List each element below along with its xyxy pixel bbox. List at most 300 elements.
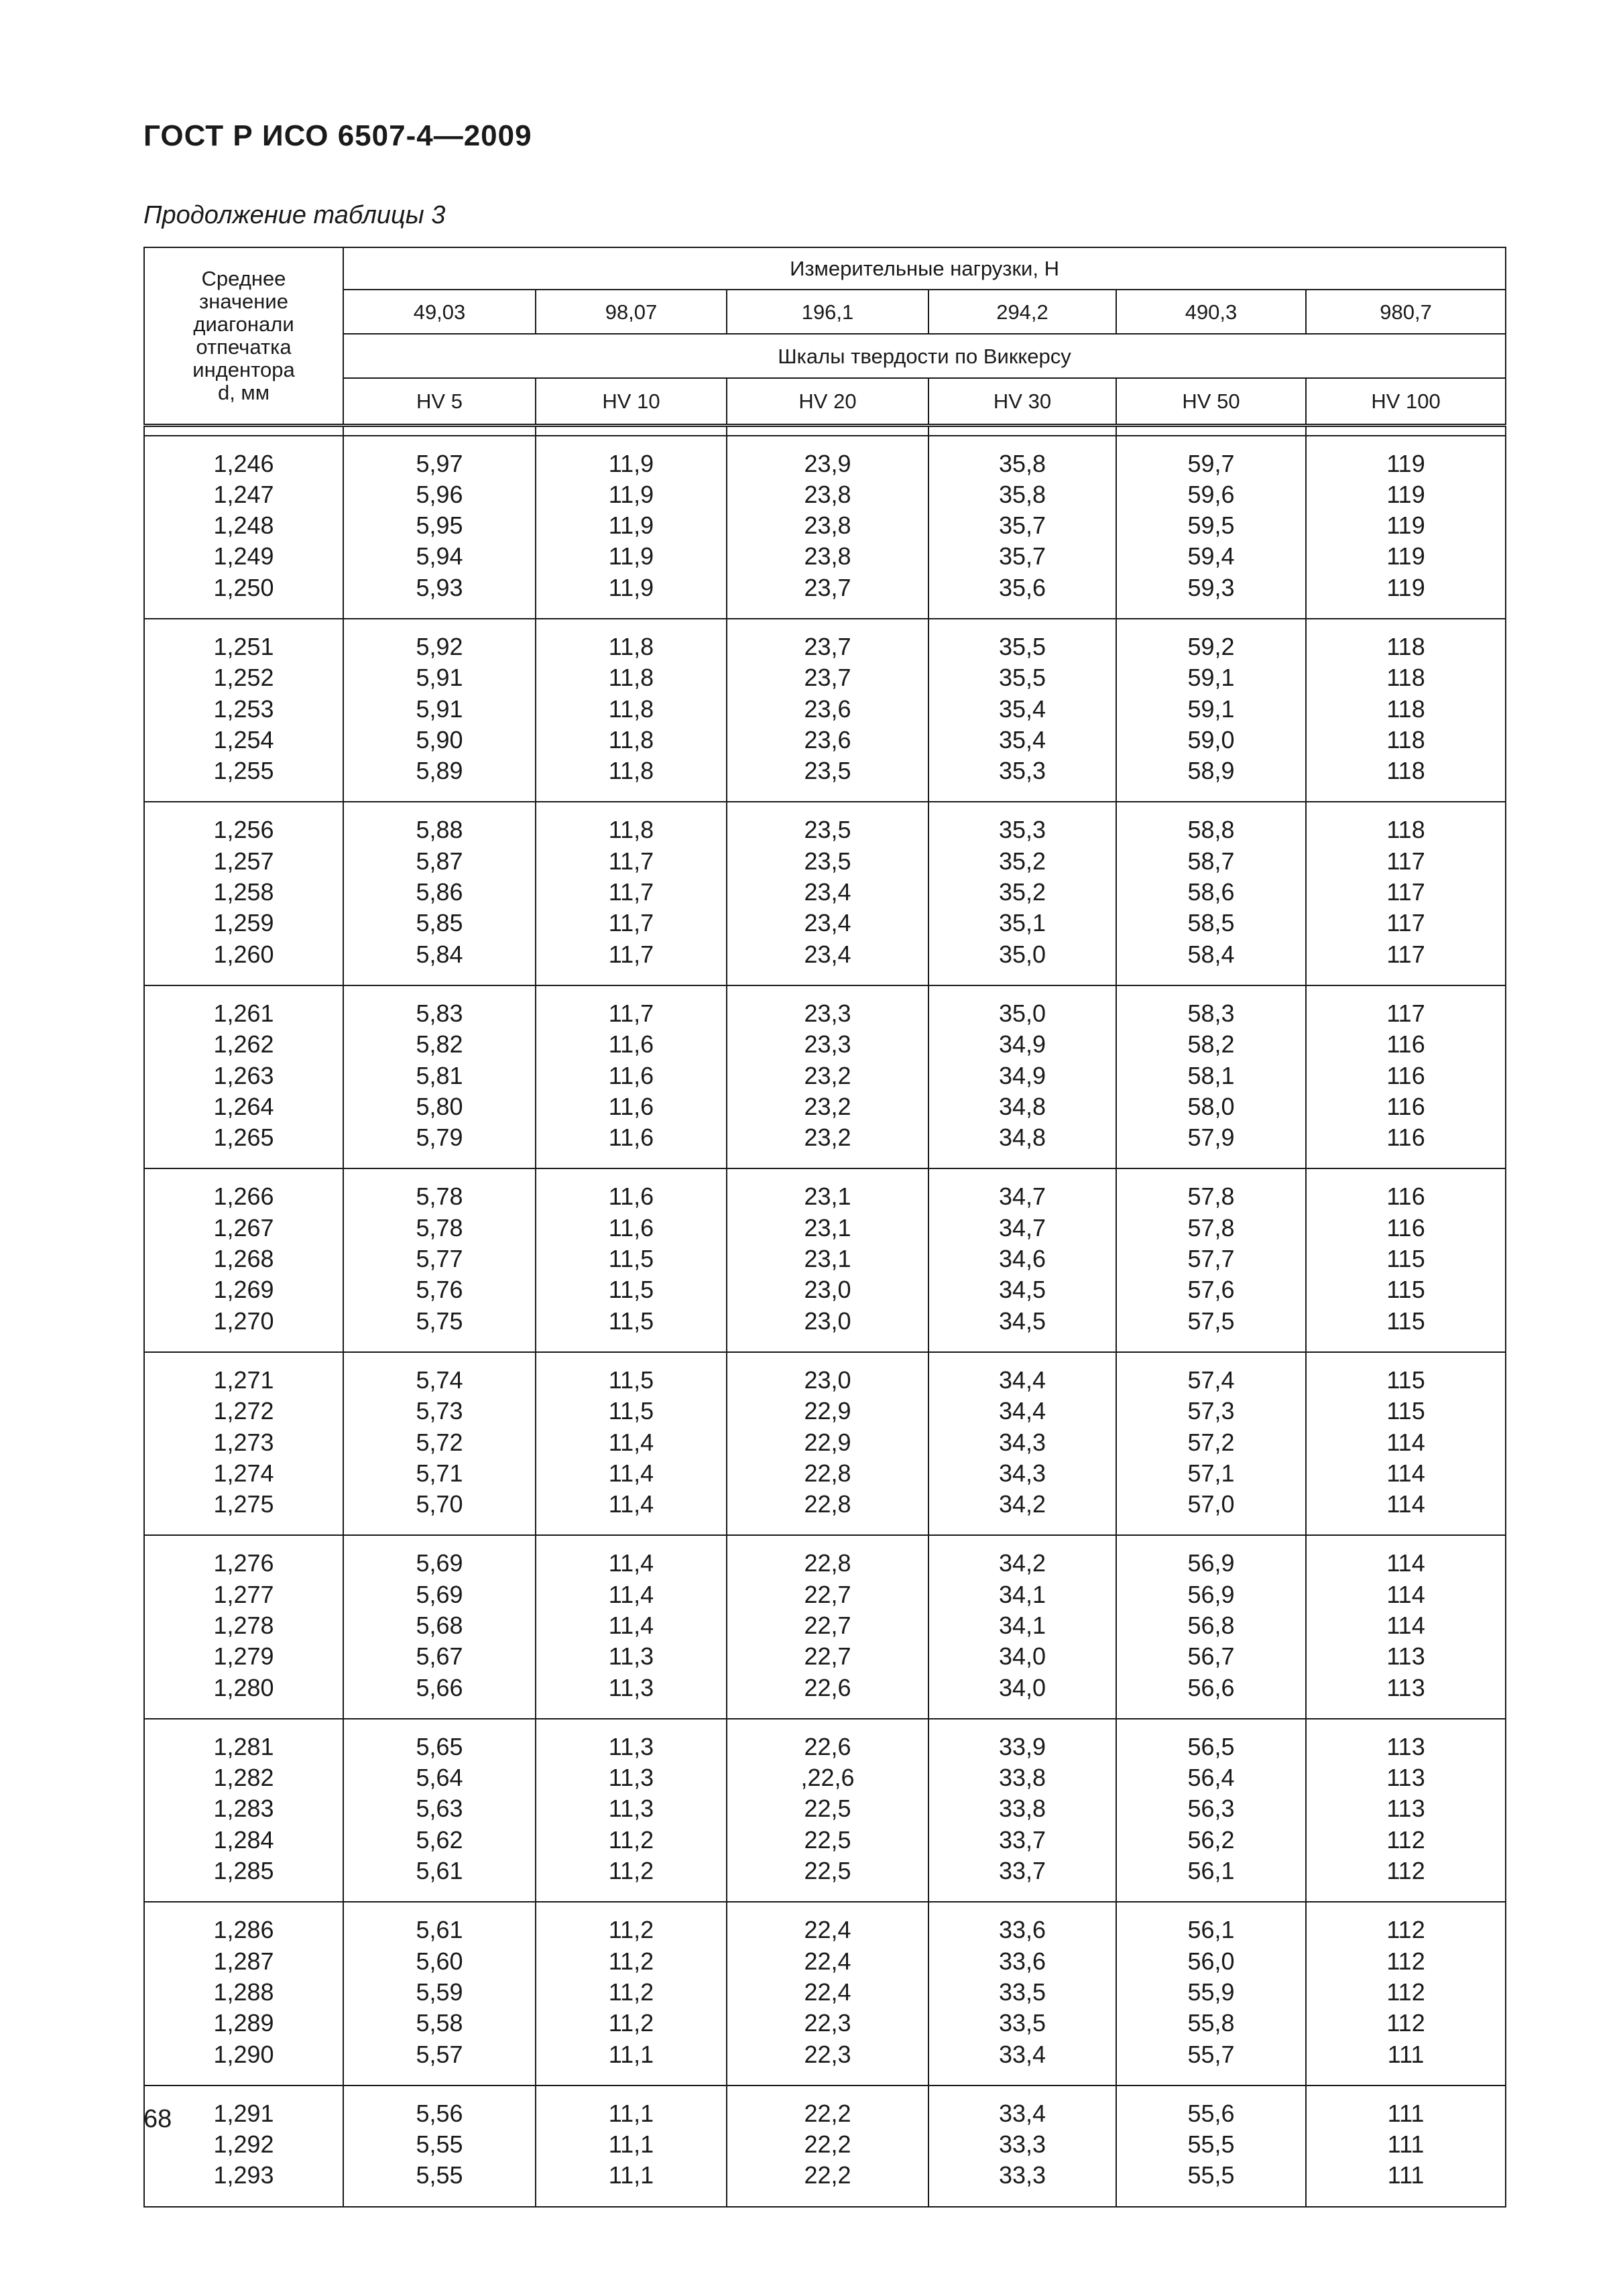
hardness-value: 119 bbox=[1386, 511, 1425, 540]
diagonal-value: 1,256 bbox=[213, 816, 274, 844]
hardness-value: 56,5 bbox=[1187, 1732, 1235, 1760]
hardness-value: 5,55 bbox=[416, 2161, 463, 2189]
hardness-value: 56,4 bbox=[1187, 1764, 1235, 1792]
hardness-value: 11,2 bbox=[608, 1947, 654, 1975]
hardness-value: 115 bbox=[1386, 1397, 1425, 1425]
scale-label-cell: HV 10 bbox=[536, 378, 727, 425]
hardness-value: 11,8 bbox=[608, 664, 654, 692]
hardness-value: 55,6 bbox=[1187, 2099, 1235, 2127]
hardness-value: 5,55 bbox=[416, 2130, 463, 2159]
diagonal-value: 1,246 bbox=[213, 449, 274, 477]
hardness-value: 34,5 bbox=[998, 1307, 1046, 1335]
diagonal-value: 1,289 bbox=[213, 2009, 274, 2037]
hardness-value: 22,2 bbox=[804, 2130, 851, 2159]
diagonal-value: 1,263 bbox=[213, 1061, 274, 1089]
hardness-value: 22,2 bbox=[804, 2099, 851, 2127]
hardness-value: 5,76 bbox=[416, 1276, 463, 1304]
diagonal-value: 1,267 bbox=[213, 1213, 274, 1242]
hardness-value: 59,3 bbox=[1187, 573, 1235, 601]
hardness-cell bbox=[343, 2086, 536, 2207]
diagonal-value: 1,290 bbox=[213, 2040, 274, 2068]
hardness-value: 5,88 bbox=[416, 816, 463, 844]
hardness-value: 23,0 bbox=[804, 1276, 851, 1304]
hardness-value: 23,0 bbox=[804, 1366, 851, 1394]
hardness-value: 33,8 bbox=[998, 1795, 1046, 1823]
diagonal-value: 1,273 bbox=[213, 1428, 274, 1456]
hardness-cell bbox=[1306, 1352, 1506, 1535]
hardness-value: 112 bbox=[1386, 1916, 1425, 1944]
hardness-value: 5,66 bbox=[416, 1673, 463, 1701]
table-row bbox=[144, 1535, 1506, 1718]
hardness-value: 59,5 bbox=[1187, 511, 1235, 540]
table-row bbox=[144, 436, 1506, 619]
document-title: ГОСТ Р ИСО 6507-4—2009 bbox=[143, 119, 532, 152]
hardness-value: 35,7 bbox=[998, 542, 1046, 570]
diagonal-value: 1,259 bbox=[213, 909, 274, 937]
hardness-cell bbox=[727, 1719, 928, 1902]
table-row bbox=[144, 1168, 1506, 1351]
hardness-value: 5,84 bbox=[416, 940, 463, 968]
hardness-value: 11,7 bbox=[608, 878, 654, 906]
hardness-value: 34,4 bbox=[998, 1397, 1046, 1425]
hardness-cell bbox=[1306, 1168, 1506, 1351]
hardness-value: 23,0 bbox=[804, 1307, 851, 1335]
hardness-value: 116 bbox=[1386, 1213, 1425, 1242]
hardness-value: 111 bbox=[1387, 2099, 1425, 2127]
hardness-value: 5,71 bbox=[416, 1459, 463, 1487]
hardness-value: 22,7 bbox=[804, 1612, 851, 1639]
hardness-value: 118 bbox=[1386, 664, 1425, 692]
hardness-value: 112 bbox=[1386, 1857, 1425, 1885]
hardness-value: 58,1 bbox=[1187, 1061, 1235, 1089]
hardness-value: 58,4 bbox=[1187, 940, 1235, 968]
hardness-cell bbox=[727, 619, 928, 802]
hardness-value: 33,9 bbox=[998, 1732, 1046, 1760]
hardness-value: 115 bbox=[1386, 1366, 1425, 1394]
hardness-value: 23,4 bbox=[804, 940, 851, 968]
hardness-value: 5,63 bbox=[416, 1795, 463, 1823]
hardness-value: 11,3 bbox=[608, 1732, 654, 1760]
load-value-cell: 490,3 bbox=[1116, 290, 1306, 334]
hardness-value: 22,5 bbox=[804, 1825, 851, 1854]
hardness-value: 22,8 bbox=[804, 1459, 851, 1487]
row-group bbox=[144, 619, 1506, 802]
diagonal-value: 1,249 bbox=[213, 542, 274, 570]
hardness-value: 23,5 bbox=[804, 757, 851, 785]
hardness-value: 59,2 bbox=[1187, 632, 1235, 660]
hardness-value: 11,1 bbox=[608, 2040, 654, 2068]
diagonal-cell bbox=[144, 985, 343, 1168]
diagonal-value: 1,285 bbox=[213, 1857, 274, 1885]
scale-label-cell: HV 20 bbox=[727, 378, 928, 425]
hardness-value: 11,1 bbox=[608, 2130, 654, 2159]
hardness-value: 55,5 bbox=[1187, 2161, 1235, 2189]
hardness-value: 22,9 bbox=[804, 1428, 851, 1456]
hardness-value: 112 bbox=[1386, 1947, 1425, 1975]
hardness-cell bbox=[928, 985, 1116, 1168]
hardness-value: 114 bbox=[1386, 1428, 1425, 1456]
hardness-value: 59,1 bbox=[1187, 664, 1235, 692]
diagonal-value: 1,257 bbox=[213, 847, 274, 875]
hardness-value: 58,6 bbox=[1187, 878, 1235, 906]
hardness-value: 34,2 bbox=[998, 1549, 1046, 1577]
diagonal-value: 1,254 bbox=[213, 725, 274, 753]
hardness-value: 57,3 bbox=[1187, 1397, 1235, 1425]
hardness-value: 11,7 bbox=[608, 909, 654, 937]
scale-label-cell: HV 100 bbox=[1306, 378, 1506, 425]
hardness-value: 23,8 bbox=[804, 542, 851, 570]
hardness-value: 33,7 bbox=[998, 1825, 1046, 1854]
hardness-value: 11,9 bbox=[608, 542, 654, 570]
diagonal-value: 1,262 bbox=[213, 1030, 274, 1059]
hardness-cell bbox=[928, 1902, 1116, 2085]
diagonal-value: 1,283 bbox=[213, 1795, 274, 1823]
hardness-value: 114 bbox=[1386, 1580, 1425, 1608]
hardness-value: 23,5 bbox=[804, 847, 851, 875]
hardness-value: 117 bbox=[1386, 878, 1425, 906]
hardness-value: 5,81 bbox=[416, 1061, 463, 1089]
diagonal-value: 1,260 bbox=[213, 940, 274, 968]
hardness-cell bbox=[1116, 1535, 1306, 1718]
hardness-value: 22,9 bbox=[804, 1397, 851, 1425]
hardness-value: 56,9 bbox=[1187, 1549, 1235, 1577]
diagonal-cell bbox=[144, 1535, 343, 1718]
hardness-cell bbox=[343, 802, 536, 985]
hardness-value: 5,72 bbox=[416, 1428, 463, 1456]
hardness-value: 5,69 bbox=[416, 1549, 463, 1577]
hardness-value: 11,1 bbox=[608, 2161, 654, 2189]
hardness-value: 23,5 bbox=[804, 816, 851, 844]
hardness-value: 11,4 bbox=[608, 1612, 654, 1639]
hardness-cell bbox=[536, 1535, 727, 1718]
diagonal-value: 1,279 bbox=[213, 1642, 274, 1671]
diagonal-value: 1,272 bbox=[213, 1397, 274, 1425]
hardness-value: 11,2 bbox=[608, 1857, 654, 1885]
hardness-value: 22,8 bbox=[804, 1549, 851, 1577]
hardness-value: 35,4 bbox=[998, 694, 1046, 723]
hardness-value: 5,68 bbox=[416, 1612, 463, 1639]
hardness-value: 11,7 bbox=[608, 940, 654, 968]
hardness-value: 57,5 bbox=[1187, 1307, 1235, 1335]
hardness-value: 57,6 bbox=[1187, 1276, 1235, 1304]
hardness-value: 56,1 bbox=[1187, 1857, 1235, 1885]
hardness-value: 56,3 bbox=[1187, 1795, 1235, 1823]
diagonal-value: 1,266 bbox=[213, 1183, 274, 1211]
hardness-value: 5,80 bbox=[416, 1092, 463, 1120]
hardness-value: 22,6 bbox=[804, 1673, 851, 1701]
hardness-cell bbox=[343, 1719, 536, 1902]
hardness-value: 23,2 bbox=[804, 1061, 851, 1089]
hardness-value: 22,5 bbox=[804, 1857, 851, 1885]
diagonal-value: 1,265 bbox=[213, 1124, 274, 1152]
hardness-cell bbox=[928, 2086, 1116, 2207]
hardness-value: 5,78 bbox=[416, 1183, 463, 1211]
hardness-value: 11,5 bbox=[608, 1366, 654, 1394]
hardness-value: 23,2 bbox=[804, 1124, 851, 1152]
diagonal-value: 1,291 bbox=[213, 2099, 274, 2127]
hardness-value: 119 bbox=[1386, 480, 1425, 508]
hardness-cell bbox=[727, 802, 928, 985]
hardness-value: 22,8 bbox=[804, 1490, 851, 1518]
hardness-value: 59,6 bbox=[1187, 480, 1235, 508]
diagonal-cell bbox=[144, 619, 343, 802]
hardness-value: 56,8 bbox=[1187, 1612, 1235, 1639]
hardness-cell bbox=[343, 1535, 536, 1718]
hardness-cell bbox=[343, 436, 536, 619]
diagonal-value: 1,250 bbox=[213, 573, 274, 601]
hardness-value: 118 bbox=[1386, 694, 1425, 723]
hardness-value: 5,74 bbox=[416, 1366, 463, 1394]
hardness-value: 33,6 bbox=[998, 1947, 1046, 1975]
hardness-value: 5,67 bbox=[416, 1642, 463, 1671]
hardness-value: 56,2 bbox=[1187, 1825, 1235, 1854]
hardness-value: 5,61 bbox=[416, 1916, 463, 1944]
hardness-value: 11,3 bbox=[608, 1795, 654, 1823]
hardness-value: 116 bbox=[1386, 1061, 1425, 1089]
hardness-value: 58,3 bbox=[1187, 999, 1235, 1027]
hardness-value: ,22,6 bbox=[800, 1764, 855, 1792]
hardness-cell bbox=[343, 985, 536, 1168]
hardness-value: 57,2 bbox=[1187, 1428, 1235, 1456]
hardness-value: 58,0 bbox=[1187, 1092, 1235, 1120]
diagonal-value: 1,269 bbox=[213, 1276, 274, 1304]
diagonal-value: 1,271 bbox=[213, 1366, 274, 1394]
diagonal-value: 1,287 bbox=[213, 1947, 274, 1975]
diagonal-value: 1,268 bbox=[213, 1245, 274, 1273]
hardness-value: 57,7 bbox=[1187, 1245, 1235, 1273]
diagonal-value: 1,281 bbox=[213, 1732, 274, 1760]
hardness-value: 11,5 bbox=[608, 1397, 654, 1425]
hardness-value: 22,5 bbox=[804, 1795, 851, 1823]
hardness-value: 5,90 bbox=[416, 725, 463, 753]
hardness-value: 11,6 bbox=[608, 1030, 654, 1059]
hardness-cell bbox=[1116, 802, 1306, 985]
hardness-value: 117 bbox=[1386, 940, 1425, 968]
load-value-cell: 294,2 bbox=[928, 290, 1116, 334]
hardness-value: 57,8 bbox=[1187, 1213, 1235, 1242]
diagonal-value: 1,292 bbox=[213, 2130, 274, 2159]
hardness-value: 34,5 bbox=[998, 1276, 1046, 1304]
hardness-value: 22,4 bbox=[804, 1916, 851, 1944]
hardness-value: 116 bbox=[1386, 1124, 1425, 1152]
row-group bbox=[144, 802, 1506, 985]
hardness-value: 116 bbox=[1386, 1030, 1425, 1059]
hardness-value: 33,5 bbox=[998, 1978, 1046, 2006]
table-row bbox=[144, 619, 1506, 802]
hardness-value: 35,2 bbox=[998, 847, 1046, 875]
hardness-value: 112 bbox=[1386, 1825, 1425, 1854]
hardness-cell bbox=[928, 1352, 1116, 1535]
diagonal-value: 1,276 bbox=[213, 1549, 274, 1577]
diagonal-value: 1,282 bbox=[213, 1764, 274, 1792]
hardness-value: 33,8 bbox=[998, 1764, 1046, 1792]
hardness-value: 35,8 bbox=[998, 480, 1046, 508]
hardness-value: 118 bbox=[1386, 816, 1425, 844]
hardness-value: 23,6 bbox=[804, 725, 851, 753]
table-row bbox=[144, 1719, 1506, 1902]
table-row bbox=[144, 1902, 1506, 2085]
hardness-value: 34,8 bbox=[998, 1124, 1046, 1152]
hardness-value: 11,6 bbox=[608, 1213, 654, 1242]
hardness-cell bbox=[727, 1535, 928, 1718]
scale-label-cell: HV 30 bbox=[928, 378, 1116, 425]
diagonal-value: 1,252 bbox=[213, 664, 274, 692]
diagonal-cell bbox=[144, 2086, 343, 2207]
diagonal-value: 1,275 bbox=[213, 1490, 274, 1518]
hardness-value: 34,1 bbox=[998, 1580, 1046, 1608]
hardness-value: 115 bbox=[1386, 1245, 1425, 1273]
hardness-value: 118 bbox=[1386, 757, 1425, 785]
hardness-value: 33,6 bbox=[998, 1916, 1046, 1944]
diagonal-value: 1,284 bbox=[213, 1825, 274, 1854]
hardness-value: 111 bbox=[1387, 2040, 1425, 2068]
hardness-value: 22,4 bbox=[804, 1947, 851, 1975]
hardness-value: 57,0 bbox=[1187, 1490, 1235, 1518]
hardness-value: 58,7 bbox=[1187, 847, 1235, 875]
hardness-cell bbox=[343, 1168, 536, 1351]
hardness-value: 23,8 bbox=[804, 511, 851, 540]
page-number: 68 bbox=[143, 2105, 172, 2133]
hardness-cell bbox=[727, 1168, 928, 1351]
diagonal-cell bbox=[144, 1352, 343, 1535]
hardness-value: 5,87 bbox=[416, 847, 463, 875]
hardness-value: 5,83 bbox=[416, 999, 463, 1027]
scale-label-cell: HV 50 bbox=[1116, 378, 1306, 425]
hardness-value: 11,4 bbox=[608, 1580, 654, 1608]
diagonal-cell bbox=[144, 436, 343, 619]
hardness-value: 5,85 bbox=[416, 909, 463, 937]
hardness-cell bbox=[928, 1535, 1116, 1718]
hardness-value: 11,3 bbox=[608, 1673, 654, 1701]
diagonal-value: 1,247 bbox=[213, 480, 274, 508]
hardness-value: 34,2 bbox=[998, 1490, 1046, 1518]
hardness-value: 23,3 bbox=[804, 1030, 851, 1059]
hardness-value: 35,3 bbox=[998, 816, 1046, 844]
hardness-value: 114 bbox=[1386, 1459, 1425, 1487]
hardness-value: 5,70 bbox=[416, 1490, 463, 1518]
hardness-value: 23,7 bbox=[804, 573, 851, 601]
hardness-value: 59,4 bbox=[1187, 542, 1235, 570]
hardness-value: 35,4 bbox=[998, 725, 1046, 753]
hardness-cell bbox=[727, 1352, 928, 1535]
hardness-value: 22,3 bbox=[804, 2040, 851, 2068]
hardness-value: 55,9 bbox=[1187, 1978, 1235, 2006]
hardness-value: 11,6 bbox=[608, 1092, 654, 1120]
hardness-value: 23,1 bbox=[804, 1183, 851, 1211]
row-group bbox=[144, 985, 1506, 1168]
diagonal-value: 1,288 bbox=[213, 1978, 274, 2006]
hardness-value: 11,7 bbox=[608, 999, 654, 1027]
hardness-value: 116 bbox=[1386, 1092, 1425, 1120]
hardness-value: 35,3 bbox=[998, 757, 1046, 785]
hardness-value: 5,73 bbox=[416, 1397, 463, 1425]
hardness-value: 5,95 bbox=[416, 511, 463, 540]
hardness-value: 35,5 bbox=[998, 664, 1046, 692]
hardness-cell bbox=[928, 1168, 1116, 1351]
hardness-cell bbox=[536, 802, 727, 985]
hardness-value: 23,7 bbox=[804, 632, 851, 660]
hardness-cell bbox=[727, 436, 928, 619]
hardness-value: 5,91 bbox=[416, 664, 463, 692]
hardness-value: 33,7 bbox=[998, 1857, 1046, 1885]
hardness-value: 11,2 bbox=[608, 1825, 654, 1854]
hardness-cell bbox=[343, 1352, 536, 1535]
hardness-value: 33,5 bbox=[998, 2009, 1046, 2037]
hardness-value: 111 bbox=[1387, 2130, 1425, 2159]
hardness-value: 11,9 bbox=[608, 573, 654, 601]
hardness-value: 11,4 bbox=[608, 1428, 654, 1456]
hardness-value: 11,4 bbox=[608, 1459, 654, 1487]
row-group bbox=[144, 1719, 1506, 1902]
hardness-value: 57,9 bbox=[1187, 1124, 1235, 1152]
hardness-value: 59,0 bbox=[1187, 725, 1235, 753]
hardness-value: 59,7 bbox=[1187, 449, 1235, 477]
hardness-cell bbox=[536, 985, 727, 1168]
diagonal-value: 1,264 bbox=[213, 1092, 274, 1120]
hardness-cell bbox=[1306, 1535, 1506, 1718]
hardness-value: 113 bbox=[1386, 1642, 1425, 1671]
hardness-value: 5,89 bbox=[416, 757, 463, 785]
hardness-value: 56,7 bbox=[1187, 1642, 1235, 1671]
hardness-cell bbox=[536, 1902, 727, 2085]
scale-label-cell: HV 5 bbox=[343, 378, 536, 425]
hardness-cell bbox=[536, 619, 727, 802]
hardness-value: 22,6 bbox=[804, 1732, 851, 1760]
hardness-cell bbox=[1116, 1352, 1306, 1535]
hardness-cell bbox=[1116, 1902, 1306, 2085]
hardness-value: 35,5 bbox=[998, 632, 1046, 660]
hardness-value: 56,9 bbox=[1187, 1580, 1235, 1608]
hardness-value: 34,6 bbox=[998, 1245, 1046, 1273]
table-row bbox=[144, 2086, 1506, 2207]
hardness-value: 55,8 bbox=[1187, 2009, 1235, 2037]
hardness-cell bbox=[1306, 2086, 1506, 2207]
hardness-value: 35,7 bbox=[998, 511, 1046, 540]
diagonal-value: 1,261 bbox=[213, 999, 274, 1027]
hardness-value: 5,56 bbox=[416, 2099, 463, 2127]
hardness-value: 55,7 bbox=[1187, 2040, 1235, 2068]
hardness-value: 11,5 bbox=[608, 1307, 654, 1335]
hardness-value: 5,75 bbox=[416, 1307, 463, 1335]
hardness-cell bbox=[536, 2086, 727, 2207]
diagonal-value: 1,251 bbox=[213, 632, 274, 660]
hardness-value: 11,8 bbox=[608, 632, 654, 660]
diagonal-value: 1,278 bbox=[213, 1612, 274, 1639]
hardness-value: 114 bbox=[1386, 1612, 1425, 1639]
hardness-value: 5,86 bbox=[416, 878, 463, 906]
hardness-value: 5,58 bbox=[416, 2009, 463, 2037]
hardness-value: 11,8 bbox=[608, 757, 654, 785]
hardness-value: 115 bbox=[1386, 1307, 1425, 1335]
hardness-value: 11,7 bbox=[608, 847, 654, 875]
hardness-value: 35,0 bbox=[998, 999, 1046, 1027]
hardness-value: 5,92 bbox=[416, 632, 463, 660]
diagonal-value: 1,274 bbox=[213, 1459, 274, 1487]
hardness-value: 5,79 bbox=[416, 1124, 463, 1152]
hardness-value: 115 bbox=[1386, 1276, 1425, 1304]
hardness-cell bbox=[536, 1719, 727, 1902]
hardness-value: 118 bbox=[1386, 632, 1425, 660]
hardness-value: 5,64 bbox=[416, 1764, 463, 1792]
hardness-value: 58,8 bbox=[1187, 816, 1235, 844]
hardness-value: 34,9 bbox=[998, 1061, 1046, 1089]
hardness-cell bbox=[928, 619, 1116, 802]
diagonal-cell bbox=[144, 1719, 343, 1902]
hardness-value: 5,65 bbox=[416, 1732, 463, 1760]
hardness-cell bbox=[727, 985, 928, 1168]
hardness-value: 34,9 bbox=[998, 1030, 1046, 1059]
hardness-value: 11,5 bbox=[608, 1276, 654, 1304]
